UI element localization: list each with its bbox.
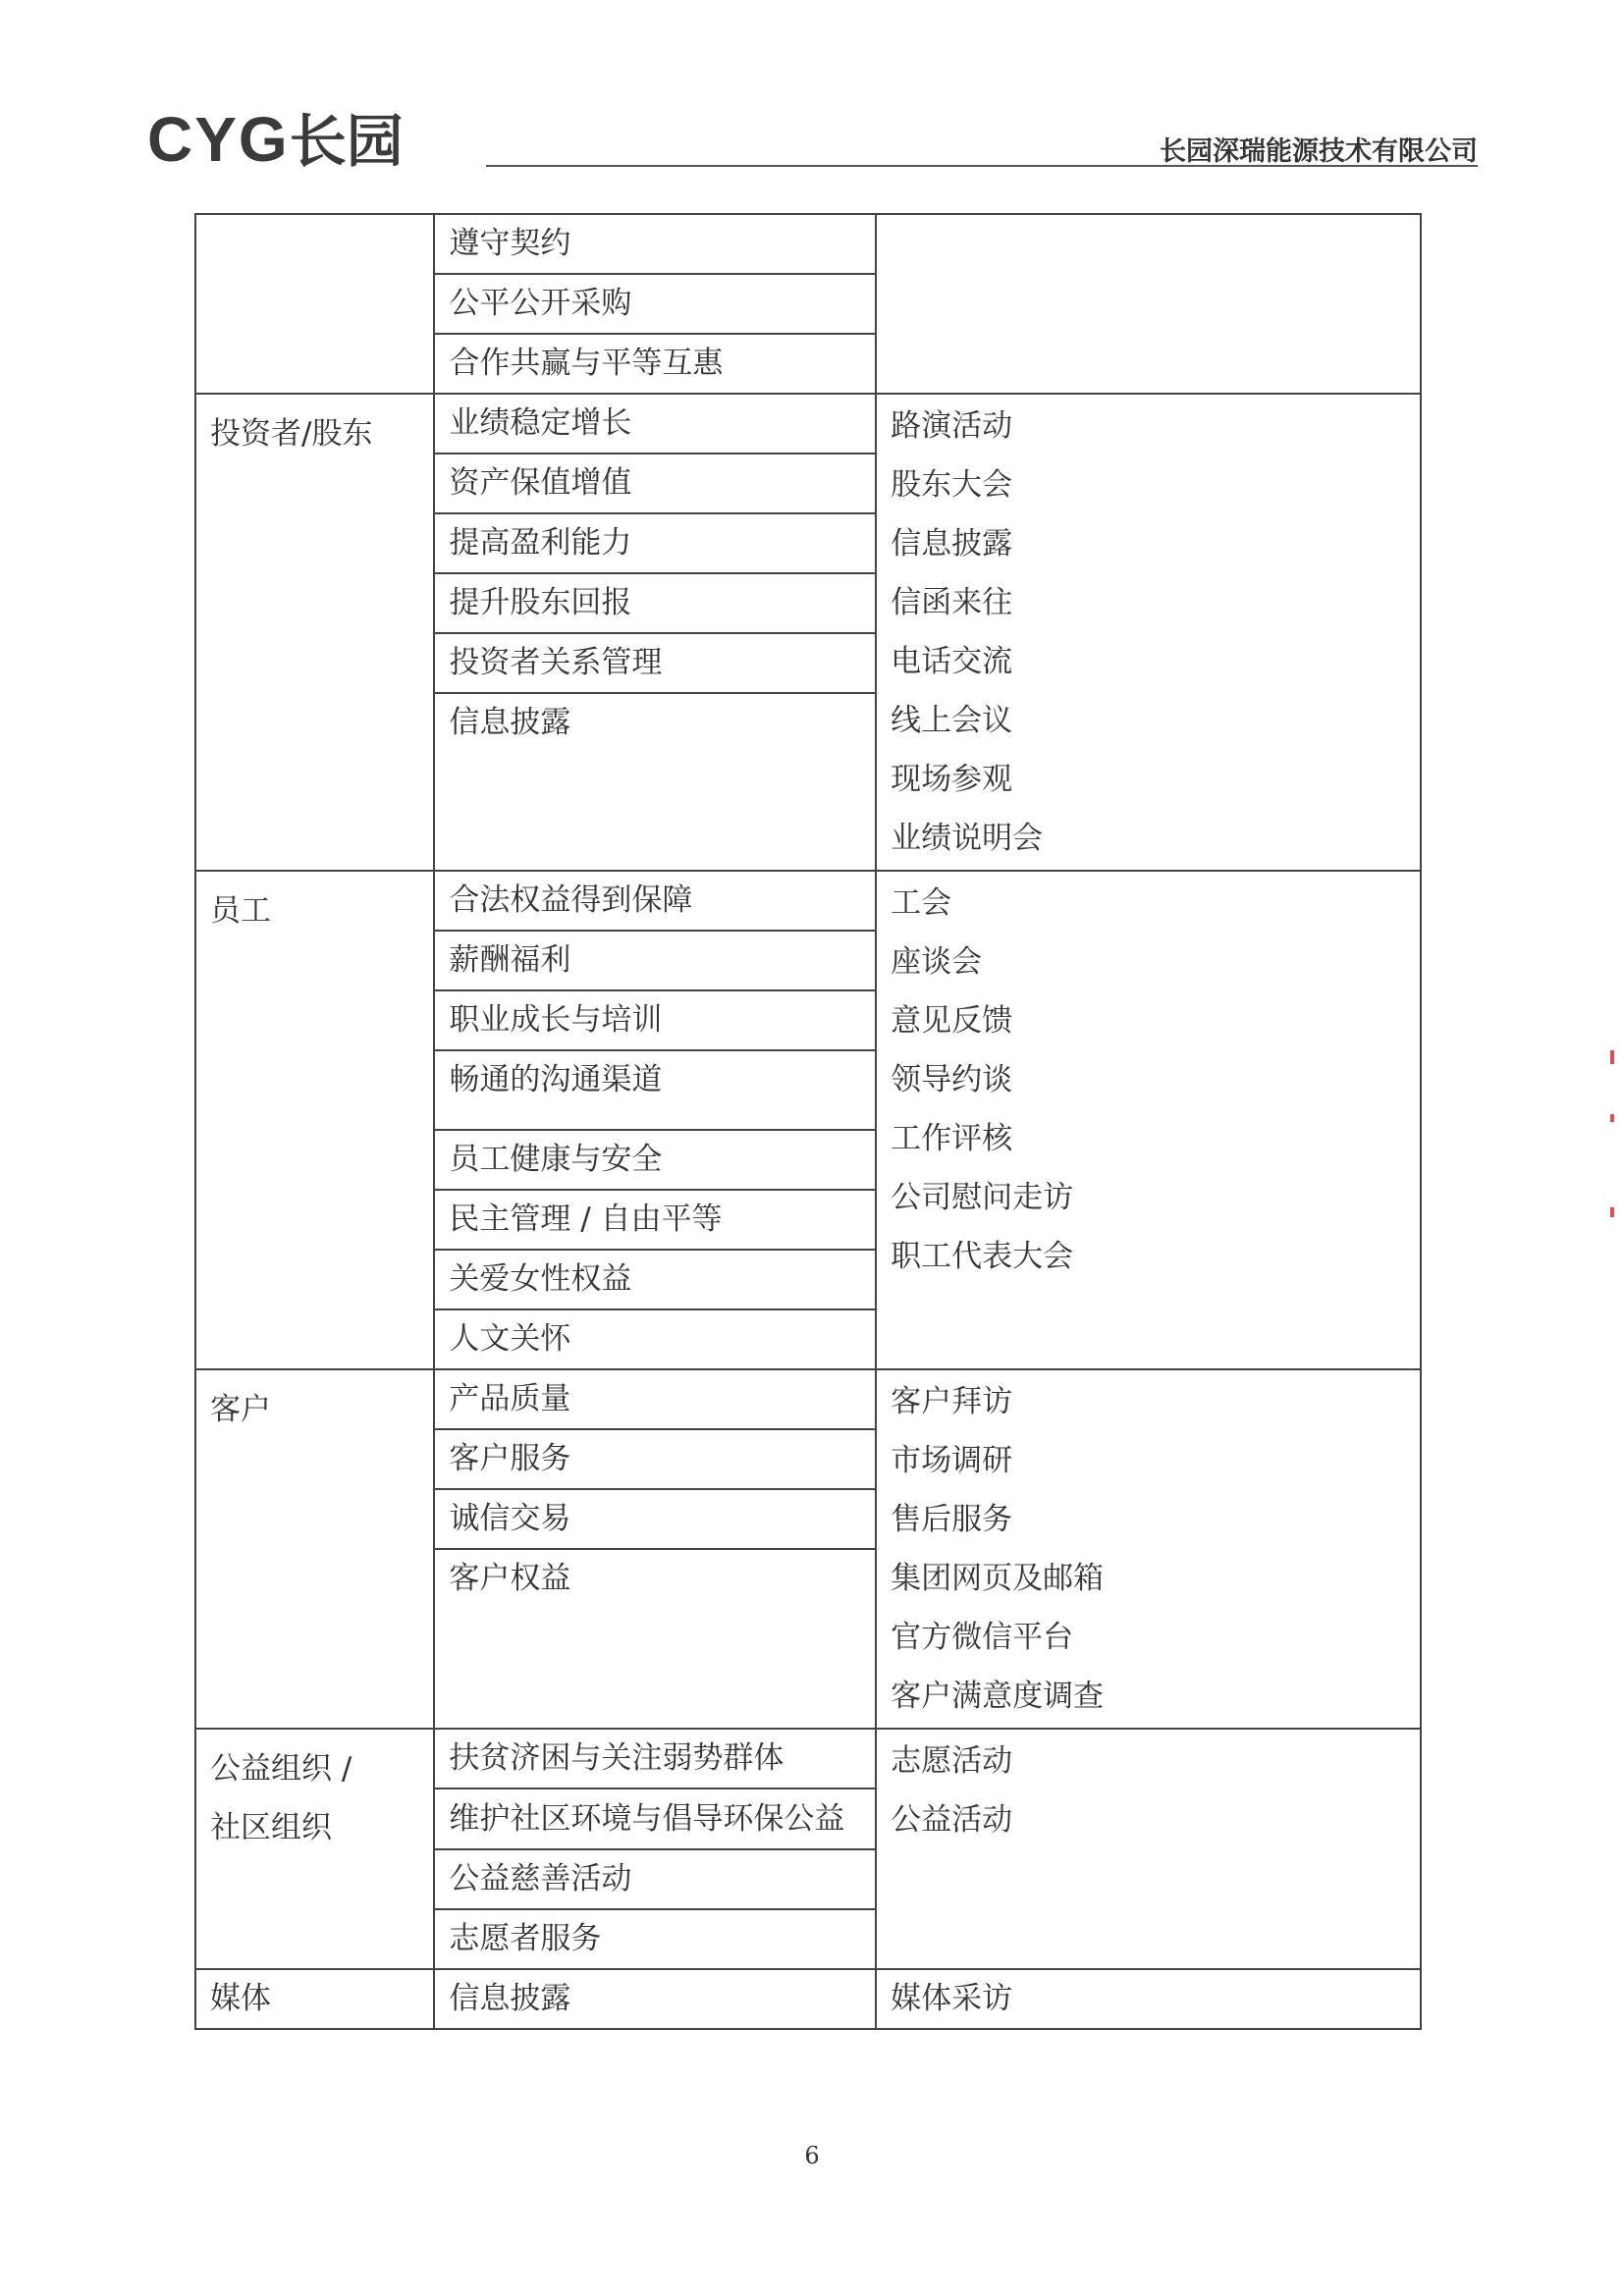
category-label: 客户 [210,1392,271,1427]
category-cell [195,214,434,394]
interest-item: 志愿者服务 [449,1921,602,1956]
interest-item: 遵守契约 [435,215,875,275]
channel-item: 售后服务 [891,1502,1013,1537]
channel-item: 官方微信平台 [891,1620,1074,1655]
interests-cell [434,214,876,394]
interest-item: 公平公开采购 [435,275,875,335]
channel-item: 集团网页及邮箱 [891,1561,1105,1596]
category-cell [195,1369,434,1729]
channel-item: 市场调研 [891,1443,1013,1478]
category-label: 员工 [210,893,271,929]
interest-item: 客户权益 [449,1561,571,1596]
scan-mark [1610,1207,1614,1217]
interest-item: 信息披露 [449,1981,571,2016]
interest-item: 民主管理 / 自由平等 [435,1191,875,1251]
channel-item: 路演活动 [891,408,1013,444]
scan-mark [1610,1050,1614,1064]
channel-item: 客户满意度调查 [891,1679,1105,1714]
stakeholder-table [194,213,1422,2030]
interest-item: 提升股东回报 [435,574,875,634]
scan-mark [1610,1114,1614,1122]
interests-cell [434,394,876,871]
channels-cell [876,1729,1421,1969]
channel-item: 领导约谈 [891,1062,1013,1097]
company-name: 长园深瑞能源技术有限公司 [1160,136,1478,167]
interest-item: 薪酬福利 [435,932,875,991]
category-label [196,1730,433,1867]
interest-item: 投资者关系管理 [435,634,875,694]
channel-item: 志愿活动 [891,1743,1013,1779]
channel-item: 电话交流 [891,644,1013,679]
interest-item: 职业成长与培训 [435,991,875,1051]
channel-item: 股东大会 [891,467,1013,503]
channel-item: 业绩说明会 [891,821,1044,856]
interest-item: 资产保值增值 [435,454,875,514]
page-number: 6 [804,2142,820,2169]
channel-item: 职工代表大会 [891,1239,1074,1274]
company-logo [147,104,404,175]
table-row [195,1369,1421,1729]
logo-latin: CYG [147,104,290,175]
category-line: 公益组织 / [210,1751,352,1787]
logo-cn: 长园 [289,108,404,175]
interest-item: 畅通的沟通渠道 [435,1051,875,1131]
channel-item: 客户拜访 [891,1384,1013,1419]
category-cell [195,394,434,871]
table-row [195,1729,1421,1969]
interest-item: 员工健康与安全 [435,1131,875,1191]
category-line: 社区组织 [210,1810,332,1845]
interest-item: 人文关怀 [449,1321,571,1357]
category-label: 投资者/股东 [210,416,373,452]
interests-cell [434,1369,876,1729]
channel-item: 线上会议 [891,703,1013,738]
channel-item: 信函来往 [891,585,1013,620]
channel-item: 意见反馈 [891,1003,1013,1039]
page-header [147,104,1478,175]
channels-cell [876,1369,1421,1729]
interests-cell [434,871,876,1369]
interest-item: 合作共赢与平等互惠 [449,346,724,381]
category-cell [195,1729,434,1969]
table-row [195,871,1421,1369]
interest-item: 客户服务 [435,1430,875,1490]
interest-item: 诚信交易 [435,1490,875,1550]
channels-cell [876,871,1421,1369]
channel-item: 公益活动 [891,1802,1013,1838]
interest-item: 维护社区环境与倡导环保公益 [435,1789,875,1850]
channels-cell [876,1969,1421,2029]
channels-cell [876,394,1421,871]
interest-item: 扶贫济困与关注弱势群体 [435,1730,875,1789]
interests-cell [434,1969,876,2029]
channel-item: 公司慰问走访 [891,1180,1074,1215]
interest-item: 业绩稳定增长 [435,395,875,454]
category-cell [195,1969,434,2029]
interest-item: 合法权益得到保障 [435,872,875,932]
channel-item: 媒体采访 [891,1981,1013,2016]
channel-item: 现场参观 [891,762,1013,797]
category-cell [195,871,434,1369]
interest-item: 产品质量 [435,1370,875,1430]
table-row [195,214,1421,394]
channel-item: 工作评核 [891,1121,1013,1156]
category-label: 媒体 [210,1981,271,2016]
interest-item: 关爱女性权益 [435,1251,875,1310]
interest-item: 公益慈善活动 [435,1850,875,1910]
channels-cell [876,214,1421,394]
interest-item: 信息披露 [449,705,571,740]
channel-item: 工会 [891,885,952,921]
interest-item: 提高盈利能力 [435,514,875,574]
channel-item: 信息披露 [891,526,1013,561]
table-row [195,394,1421,871]
channel-item: 座谈会 [891,944,983,980]
interests-cell [434,1729,876,1969]
table-row [195,1969,1421,2029]
